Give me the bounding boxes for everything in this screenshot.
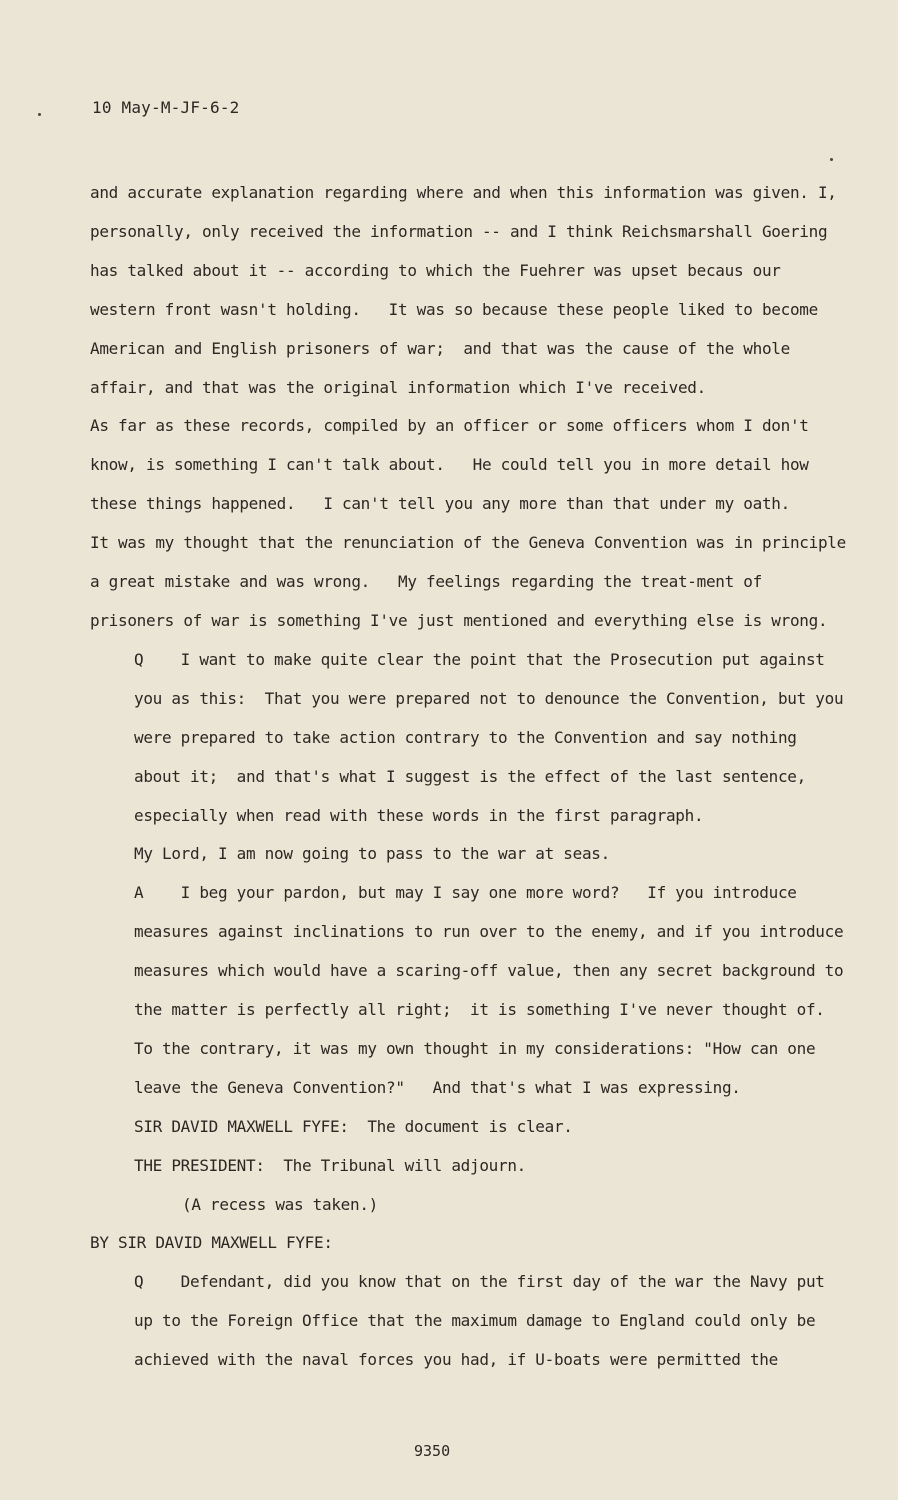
question-paragraph: Q Defendant, did you know that on the first day of the war the Navy put up to the Foreign Office that the maximum damage to England could only be achieved with the naval forces you had, if U-boats were permitted the — [134, 1272, 834, 1370]
margin-mark — [830, 158, 833, 161]
paragraph: My Lord, I am now going to pass to the war at seas. — [134, 844, 610, 864]
paragraph: and accurate explanation regarding where and when this information was given. I, personally, only received the information -- and I think Reichsmarshall Goering has talked about it -- according to which the Fuehrer was upset becaus our western front wasn't holding. It was so because these people liked to become American and English prisoners of war; and that was the cause of the whole affair, and that was the original information which I've received. — [90, 183, 846, 397]
page-number: 9350 — [414, 1442, 451, 1460]
margin-mark — [38, 113, 41, 116]
examiner-heading: BY SIR DAVID MAXWELL FYFE: — [90, 1233, 333, 1253]
answer-paragraph: A I beg your pardon, but may I say one more word? If you introduce measures against inclinations to run over to the enemy, and if you introduce measures which would have a scaring-off value, then any secret background to the matter is perfectly all right; it is something I've never thought of. To the contrary, it was my own thought in my considerations: "How can one leave the Geneva Convention?" And that's what I was expressing. — [134, 883, 853, 1097]
speaker-line: SIR DAVID MAXWELL FYFE: The document is clear. — [134, 1116, 573, 1136]
document-reference: 10 May-M-JF-6-2 — [92, 98, 240, 117]
speaker-line: THE PRESIDENT: The Tribunal will adjourn. — [134, 1155, 526, 1175]
question-paragraph: Q I want to make quite clear the point that the Prosecution put against you as this: That you were prepared not to denounce the Convention, but you were prepared to take action contrary to the Convention and say nothing about it; and that's what I suggest is the effect of the last sentence, especially when read with these words in the first paragraph. — [134, 649, 853, 825]
stage-direction: (A recess was taken.) — [182, 1194, 378, 1214]
transcript-body — [90, 174, 856, 1380]
paragraph: As far as these records, compiled by an officer or some officers whom I don't know, is something I can't talk about. He could tell you in more detail how these things happened. I can't tell you any more than that under my oath. — [90, 416, 818, 514]
paragraph: It was my thought that the renunciation of the Geneva Convention was in principle a great mistake and was wrong. My feelings regarding the treat-ment of prisoners of war is something I've just mentioned and everything else is wrong. — [90, 533, 856, 630]
